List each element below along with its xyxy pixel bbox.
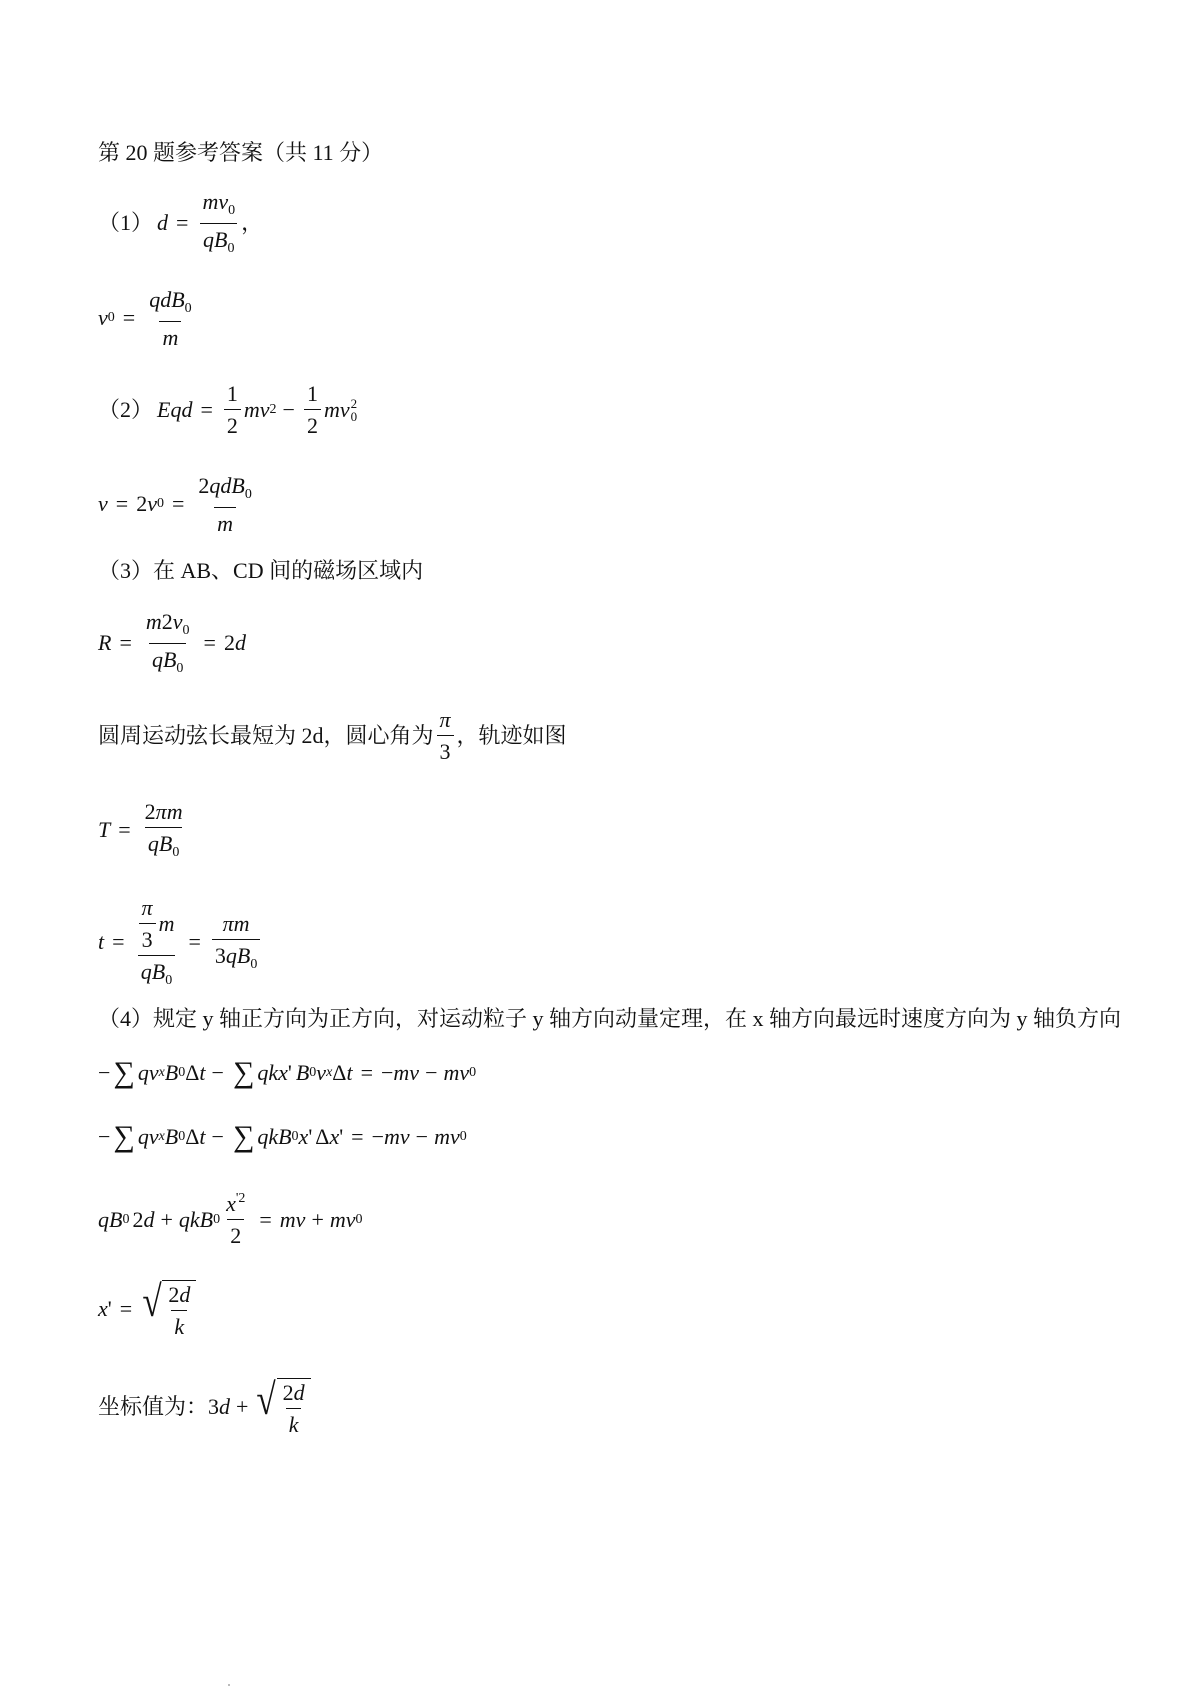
- chord-text-after: ，轨迹如图: [456, 722, 567, 748]
- fraction: $\frac{2qdB_0}{m}$: [198, 473, 252, 536]
- fraction: $\frac{m2v_0}{qB_0}$: [145, 609, 190, 676]
- eq-coordinate: 坐标值为： 3 d + √ $\frac{2d}{k}$: [98, 1378, 311, 1436]
- eq-part2-energy: （2） Eqd = $\frac{1}{2}$ mv 2 − $\frac{1}{2}$ mv 2 0: [98, 381, 358, 439]
- eq-v: v = 2 v 0 = $\frac{2qdB_0}{m}$: [98, 474, 258, 535]
- fraction: $\frac{2d}{k}$: [168, 1282, 191, 1340]
- part4-label: （4）规定 y 轴正方向为正方向，对运动粒子 y 轴方向动量定理，在 x 轴方向最远时速度方向为 y 轴负方向: [98, 1006, 1122, 1031]
- eq-xprime: x ' = √ $\frac{2d}{k}$: [98, 1280, 196, 1338]
- eq-v0: v 0 = $\frac{qdB_0}{m}$: [98, 288, 198, 349]
- fraction: $\frac{\pi}{3}$: [437, 708, 454, 763]
- part2-label: （2）: [98, 396, 154, 422]
- fraction: $\frac{mv_0}{qB_0}$: [199, 190, 238, 256]
- coord-label: 坐标值为：: [98, 1394, 209, 1420]
- sqrt: √ $\frac{2d}{k}$: [140, 1280, 196, 1338]
- page-title: 第 20 题参考答案（共 11 分）: [98, 140, 384, 165]
- fraction: $\frac{\pi}{3}$ m $qB_0$: [136, 896, 178, 989]
- fraction: $\frac{qdB_0}{m}$: [149, 287, 192, 350]
- eq-period: T = $\frac{2\pi m}{qB_0}$: [98, 800, 189, 861]
- eq-time: t = $\frac{\pi}{3}$ m $qB_0$ = $\frac{\pi m}{3qB_0}$: [98, 896, 263, 989]
- comma: ，: [241, 210, 264, 236]
- fraction: $\frac{1}{2}$: [224, 382, 241, 437]
- fraction: $\frac{2\pi m}{qB_0}$: [144, 799, 183, 861]
- fraction: $\frac{\pi}{3}$: [139, 896, 156, 951]
- sqrt: √ $\frac{2d}{k}$: [254, 1378, 310, 1436]
- part1-label: （1）: [98, 210, 154, 236]
- chord-text-before: 圆周运动弦长最短为 2d，圆心角为: [98, 722, 434, 748]
- chord-sentence: [98, 708, 567, 763]
- eq-momentum-2: − ∑ qv x B 0 Δ t − ∑ qkB 0 x ' Δ x ' = − mv − mv 0: [98, 1120, 467, 1153]
- eq-radius: R = $\frac{m2v_0}{qB_0}$ = 2 d: [98, 609, 246, 676]
- eq-part1-d: （1） d = $\frac{mv_0}{qB_0}$ ，: [98, 189, 264, 256]
- part3-label: （3）在 AB、CD 间的磁场区域内: [98, 558, 424, 583]
- fraction: $\frac{1}{2}$: [304, 382, 321, 437]
- fraction: $\frac{x^{'2}}{2}$: [226, 1191, 246, 1249]
- fraction: $\frac{2d}{k}$: [282, 1380, 305, 1438]
- scan-dot: [228, 1684, 230, 1686]
- eq-momentum-1: − ∑ qv x B 0 Δ t − ∑ qkx ' B 0 v x Δ t = − mv − mv 0: [98, 1056, 477, 1089]
- eq-momentum-3: qB 0 2 d + qkB 0 $\frac{x^{'2}}{2}$ = mv + mv 0: [98, 1191, 363, 1249]
- fraction: $\frac{\pi m}{3qB_0}$: [212, 912, 260, 973]
